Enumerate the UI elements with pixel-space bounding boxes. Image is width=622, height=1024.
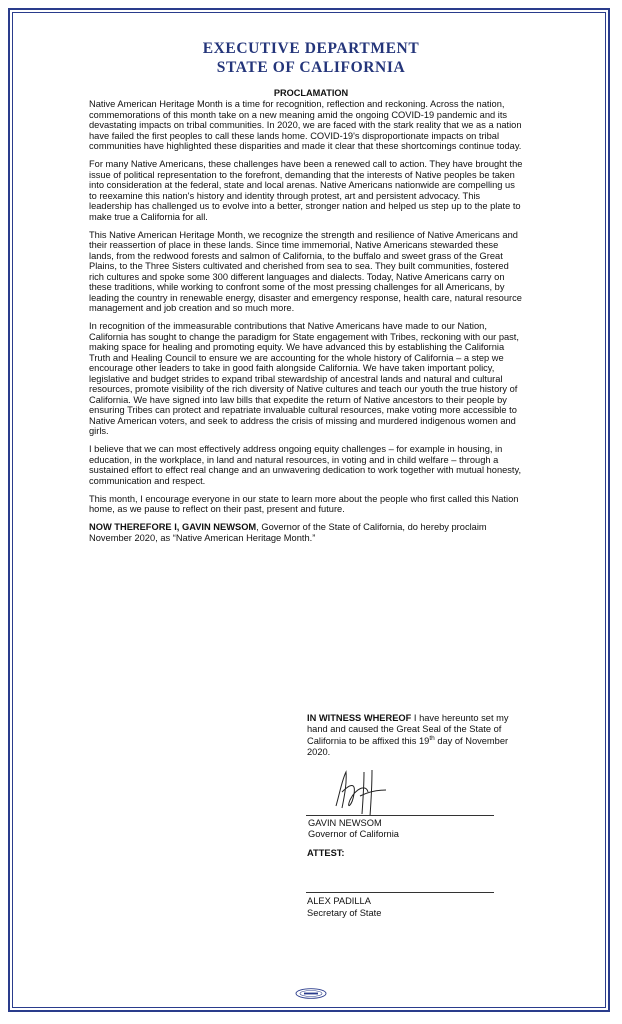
secretary-title: Secretary of State	[307, 908, 382, 918]
secretary-name: ALEX PADILLA	[307, 896, 371, 906]
secretary-signature-line	[306, 892, 494, 893]
proclamation-body	[89, 99, 525, 551]
now-therefore-paragraph	[89, 522, 525, 543]
witness-lead: IN WITNESS WHEREOF	[307, 713, 412, 723]
ordinal-suffix: th	[429, 735, 435, 742]
department-heading: EXECUTIVE DEPARTMENT	[202, 40, 420, 57]
paragraph: In recognition of the immeasurable contributions that Native Americans have made to our Nation, California has sought to change the paradigm for State engagement with Tribes, reckoning with our past, making space for healing and promoting equity. We have advanced this by establishing the California Truth and Healing Council to ensure we are accounting for the whole history of California – a step we encourage other leaders to take in good faith alongside California. We have taken important policy, legislative and budget strides to expand tribal stewardship of ancestral lands and natural and cultural resources, promote visibility of the rich diversity of Native cultures and teach our youth the true history of California. We have signed into law bills that expedite the return of Native ancestors to their people by ensuring Tribes can protect and repatriate invaluable cultural resources, make voting more accessible to Native American voters, and seek to address the crisis of missing and murdered indigenous women and girls.	[89, 321, 519, 436]
paragraph: This month, I encourage everyone in our state to learn more about the people who first called this Nation home, as we pause to reflect on their past, present and future.	[89, 493, 519, 514]
paragraph: For many Native Americans, these challenges have been a renewed call to action. They have brought the issue of political representation to the forefront, demanding that the interests of Native peoples be taken into consideration at the federal, state and local arenas. Native Americans nationwide are compelling us to reexamine this nation's history and identity through protest, art and persistent advocacy. This leadership has challenged us to evolve into a better, stronger nation and helped us step up to the plate to make true a California for all.	[89, 159, 523, 222]
state-heading: STATE OF CALIFORNIA	[216, 59, 406, 76]
document-title: PROCLAMATION	[273, 88, 349, 98]
union-bug-seal	[295, 988, 327, 999]
governor-title: Governor of California	[308, 829, 399, 839]
attest-label: ATTEST:	[307, 848, 345, 858]
paragraph: I believe that we can most effectively address ongoing equity challenges – for example in housing, in education, in the workplace, in land and natural resources, in voting and in child welfare – through a sustained effort to effect real change and an unwavering dedication to work together with mutual honesty, communication and respect.	[89, 444, 522, 486]
witness-block	[307, 713, 529, 757]
now-therefore-lead: NOW THEREFORE I, GAVIN NEWSOM	[89, 522, 257, 532]
paragraph: Native American Heritage Month is a time for recognition, reflection and reckoning. Across the nation, commemorations of this month take on a new meaning amid the ongoing COVID-19 pandemic and its devastating impacts on tribal communities. In 2020, we are faced with the stark reality that we as a nation have failed the first peoples to call these lands home. COVID-19's disproportionate impacts on tribal communities have highlighted these disparities and made it clear that these shortcomings continue today.	[89, 99, 522, 151]
governor-name: GAVIN NEWSOM	[308, 818, 382, 828]
now-therefore-text: , Governor of the State of California, do hereby proclaim November 2020, as “Native American Heritage Month.”	[89, 522, 487, 543]
governor-signature-line	[306, 815, 494, 816]
paragraph: This Native American Heritage Month, we recognize the strength and resilience of Native Americans and their reassertion of place in these lands. Since time immemorial, Native Americans stewarded these lands, from the redwood forests and salmon of California, to the buffalo and sweet grass of the Great Plains, to the Three Sisters cultivated and cherished from sea to sea. They built communities, fostered rich cultures and spoke some 300 different languages and dialects. Today, Native Americans carry on these traditions, while working to confront some of the most pressing challenges for all Americans, by leading the country in renewable energy, disaster and emergency response, health care, natural resource management and job creation and so much more.	[89, 229, 522, 313]
governor-signature	[306, 762, 391, 822]
witness-text: I have hereunto set my hand and caused the Great Seal of the State of California to be affixed this 19	[307, 713, 509, 747]
witness-date: day of November 2020.	[307, 736, 509, 757]
